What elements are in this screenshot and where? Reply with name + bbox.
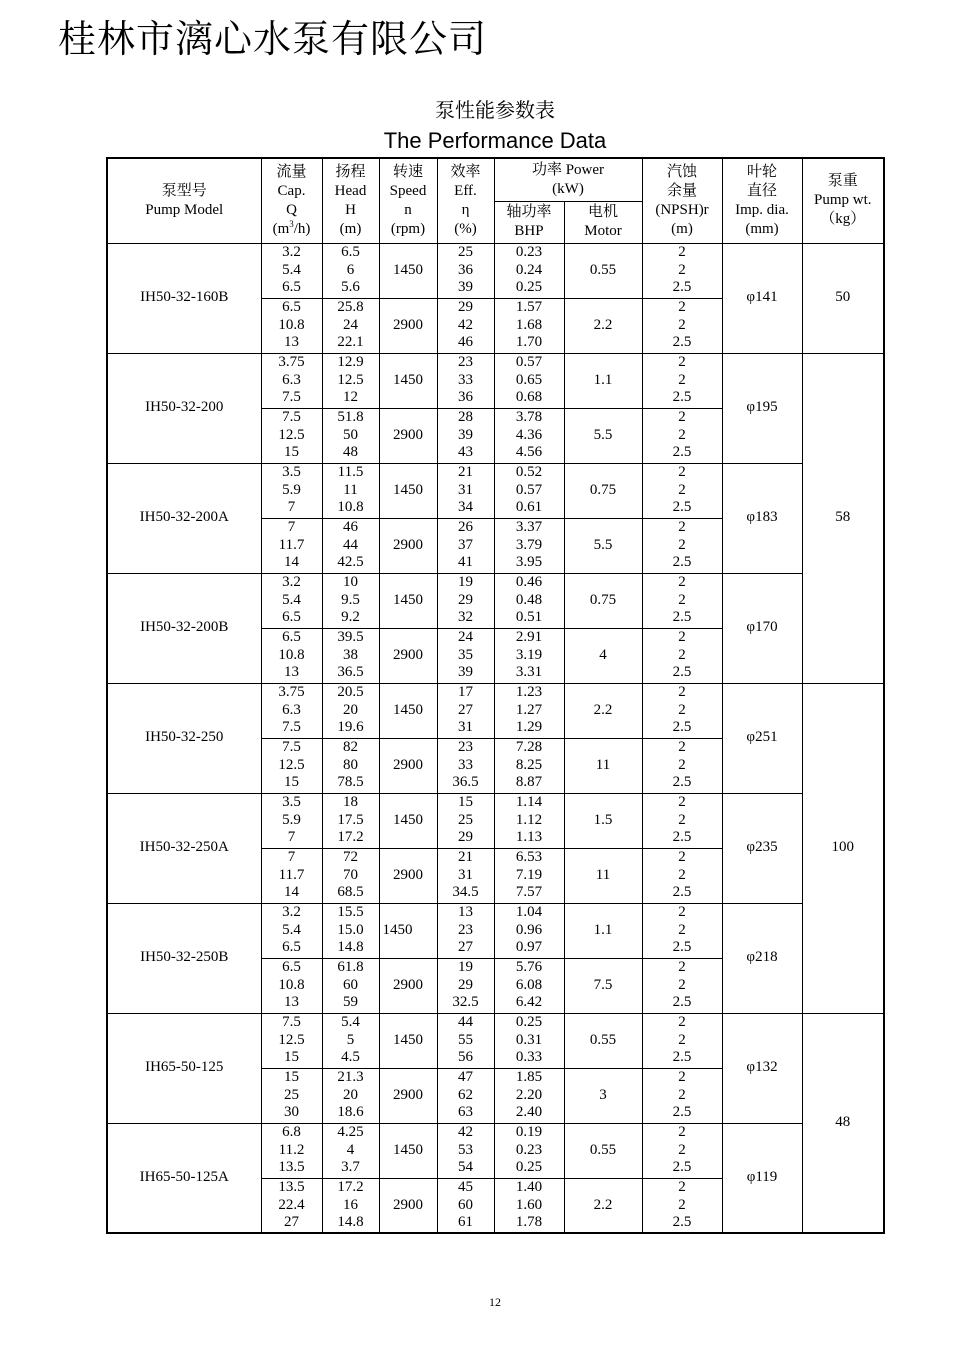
speed-cell: 1450	[379, 353, 437, 408]
impeller-diameter-cell: φ183	[722, 463, 802, 573]
motor-cell: 5.5	[564, 518, 642, 573]
npsh-cell: 2 2 2.5	[642, 353, 722, 408]
bhp-cell: 2.91 3.19 3.31	[494, 628, 564, 683]
bhp-cell: 0.19 0.23 0.25	[494, 1123, 564, 1178]
speed-cell: 2900	[379, 1068, 437, 1123]
bhp-cell: 5.76 6.08 6.42	[494, 958, 564, 1013]
table-row	[107, 903, 884, 958]
pump-weight-cell: 50	[802, 243, 884, 353]
table-row	[107, 573, 884, 628]
capacity-cell: 3.2 5.4 6.5	[261, 573, 322, 628]
impeller-diameter-cell: φ251	[722, 683, 802, 793]
head-cell: 82 80 78.5	[322, 738, 379, 793]
efficiency-cell: 44 55 56	[437, 1013, 494, 1068]
motor-cell: 0.55	[564, 1013, 642, 1068]
speed-cell: 2900	[379, 628, 437, 683]
head-cell: 4.25 4 3.7	[322, 1123, 379, 1178]
motor-cell: 3	[564, 1068, 642, 1123]
capacity-cell: 7 11.7 14	[261, 848, 322, 903]
performance-table	[106, 157, 885, 1234]
npsh-cell: 2 2 2.5	[642, 1178, 722, 1233]
efficiency-cell: 23 33 36.5	[437, 738, 494, 793]
table-row	[107, 353, 884, 408]
pump-weight-cell: 100	[802, 683, 884, 1013]
head-cell: 6.5 6 5.6	[322, 243, 379, 298]
pump-weight-cell: 48	[802, 1013, 884, 1233]
capacity-cell: 6.5 10.8 13	[261, 958, 322, 1013]
impeller-diameter-cell: φ141	[722, 243, 802, 353]
capacity-cell: 3.5 5.9 7	[261, 463, 322, 518]
capacity-cell: 3.75 6.3 7.5	[261, 683, 322, 738]
npsh-cell: 2 2 2.5	[642, 958, 722, 1013]
speed-cell: 1450	[379, 683, 437, 738]
motor-cell: 1.1	[564, 903, 642, 958]
efficiency-cell: 28 39 43	[437, 408, 494, 463]
capacity-cell: 13.5 22.4 27	[261, 1178, 322, 1233]
speed-cell: 1450	[379, 1013, 437, 1068]
capacity-cell: 3.2 5.4 6.5	[261, 243, 322, 298]
table-row	[107, 1013, 884, 1068]
impeller-diameter-cell: φ235	[722, 793, 802, 903]
npsh-cell: 2 2 2.5	[642, 463, 722, 518]
motor-cell: 11	[564, 738, 642, 793]
bhp-cell: 3.37 3.79 3.95	[494, 518, 564, 573]
pump-model-cell: IH50-32-200	[107, 353, 261, 463]
header-motor: 电机 Motor	[564, 201, 642, 243]
header-capacity: 流量 Cap. Q $(m^3/h)$	[261, 158, 322, 243]
pump-model-cell: IH50-32-250	[107, 683, 261, 793]
table-row	[107, 463, 884, 518]
capacity-cell: 6.5 10.8 13	[261, 628, 322, 683]
bhp-cell: 7.28 8.25 8.87	[494, 738, 564, 793]
bhp-cell: 1.57 1.68 1.70	[494, 298, 564, 353]
bhp-cell: 0.25 0.31 0.33	[494, 1013, 564, 1068]
capacity-cell: 6.5 10.8 13	[261, 298, 322, 353]
speed-cell: 2900	[379, 298, 437, 353]
npsh-cell: 2 2 2.5	[642, 1013, 722, 1068]
motor-cell: 11	[564, 848, 642, 903]
motor-cell: 2.2	[564, 298, 642, 353]
impeller-diameter-cell: φ132	[722, 1013, 802, 1123]
table-row	[107, 683, 884, 738]
speed-cell: 1450	[379, 463, 437, 518]
capacity-cell: 3.2 5.4 6.5	[261, 903, 322, 958]
motor-cell: 0.75	[564, 573, 642, 628]
efficiency-cell: 45 60 61	[437, 1178, 494, 1233]
head-cell: 5.4 5 4.5	[322, 1013, 379, 1068]
bhp-cell: 0.52 0.57 0.61	[494, 463, 564, 518]
header-efficiency: 效率 Eff. η (%)	[437, 158, 494, 243]
npsh-cell: 2 2 2.5	[642, 1123, 722, 1178]
motor-cell: 7.5	[564, 958, 642, 1013]
head-cell: 17.2 16 14.8	[322, 1178, 379, 1233]
npsh-cell: 2 2 2.5	[642, 738, 722, 793]
motor-cell: 1.1	[564, 353, 642, 408]
header-impeller-diameter: 叶轮 直径 Imp. dia. (mm)	[722, 158, 802, 243]
bhp-cell: 3.78 4.36 4.56	[494, 408, 564, 463]
speed-cell: 2900	[379, 518, 437, 573]
efficiency-cell: 19 29 32	[437, 573, 494, 628]
pump-model-cell: IH50-32-250B	[107, 903, 261, 1013]
efficiency-cell: 42 53 54	[437, 1123, 494, 1178]
npsh-cell: 2 2 2.5	[642, 408, 722, 463]
bhp-cell: 0.46 0.48 0.51	[494, 573, 564, 628]
speed-cell: 1450	[379, 793, 437, 848]
table-row	[107, 1123, 884, 1178]
npsh-cell: 2 2 2.5	[642, 903, 722, 958]
pump-model-cell: IH50-32-160B	[107, 243, 261, 353]
efficiency-cell: 21 31 34	[437, 463, 494, 518]
npsh-cell: 2 2 2.5	[642, 628, 722, 683]
efficiency-cell: 25 36 39	[437, 243, 494, 298]
capacity-cell: 6.8 11.2 13.5	[261, 1123, 322, 1178]
motor-cell: 2.2	[564, 1178, 642, 1233]
impeller-diameter-cell: φ119	[722, 1123, 802, 1233]
performance-table-body	[107, 243, 884, 1233]
head-cell: 72 70 68.5	[322, 848, 379, 903]
head-cell: 10 9.5 9.2	[322, 573, 379, 628]
efficiency-cell: 23 33 36	[437, 353, 494, 408]
efficiency-cell: 21 31 34.5	[437, 848, 494, 903]
header-npsh: 汽蚀 余量 (NPSH)r (m)	[642, 158, 722, 243]
speed-cell: 2900	[379, 1178, 437, 1233]
head-cell: 12.9 12.5 12	[322, 353, 379, 408]
motor-cell: 1.5	[564, 793, 642, 848]
capacity-cell: 7.5 12.5 15	[261, 408, 322, 463]
head-cell: 18 17.5 17.2	[322, 793, 379, 848]
pump-model-cell: IH65-50-125A	[107, 1123, 261, 1233]
table-row	[107, 793, 884, 848]
bhp-cell: 0.23 0.24 0.25	[494, 243, 564, 298]
motor-cell: 0.55	[564, 1123, 642, 1178]
bhp-cell: 1.40 1.60 1.78	[494, 1178, 564, 1233]
header-speed: 转速 Speed n (rpm)	[379, 158, 437, 243]
speed-cell: 2900	[379, 848, 437, 903]
impeller-diameter-cell: φ195	[722, 353, 802, 463]
capacity-cell: 7.5 12.5 15	[261, 1013, 322, 1068]
head-cell: 25.8 24 22.1	[322, 298, 379, 353]
npsh-cell: 2 2 2.5	[642, 683, 722, 738]
speed-cell: 2900	[379, 408, 437, 463]
efficiency-cell: 17 27 31	[437, 683, 494, 738]
speed-cell: 2900	[379, 958, 437, 1013]
efficiency-cell: 29 42 46	[437, 298, 494, 353]
speed-cell: 1450	[379, 903, 437, 958]
efficiency-cell: 19 29 32.5	[437, 958, 494, 1013]
table-title-english: The Performance Data	[383, 128, 607, 153]
capacity-cell: 3.5 5.9 7	[261, 793, 322, 848]
bhp-cell: 1.23 1.27 1.29	[494, 683, 564, 738]
head-cell: 20.5 20 19.6	[322, 683, 379, 738]
pump-model-cell: IH50-32-250A	[107, 793, 261, 903]
capacity-cell: 7 11.7 14	[261, 518, 322, 573]
table-row	[107, 243, 884, 298]
motor-cell: 2.2	[564, 683, 642, 738]
speed-cell: 2900	[379, 738, 437, 793]
bhp-cell: 0.57 0.65 0.68	[494, 353, 564, 408]
speed-cell: 1450	[379, 1123, 437, 1178]
efficiency-cell: 13 23 27	[437, 903, 494, 958]
header-power: 功率 Power (kW)	[494, 158, 642, 201]
capacity-cell: 15 25 30	[261, 1068, 322, 1123]
efficiency-cell: 26 37 41	[437, 518, 494, 573]
npsh-cell: 2 2 2.5	[642, 793, 722, 848]
table-title-chinese: 泵性能参数表	[435, 98, 555, 122]
npsh-cell: 2 2 2.5	[642, 573, 722, 628]
bhp-cell: 1.85 2.20 2.40	[494, 1068, 564, 1123]
pump-weight-cell: 58	[802, 353, 884, 683]
head-cell: 21.3 20 18.6	[322, 1068, 379, 1123]
bhp-cell: 6.53 7.19 7.57	[494, 848, 564, 903]
efficiency-cell: 47 62 63	[437, 1068, 494, 1123]
motor-cell: 0.55	[564, 243, 642, 298]
efficiency-cell: 24 35 39	[437, 628, 494, 683]
capacity-cell: 3.75 6.3 7.5	[261, 353, 322, 408]
motor-cell: 4	[564, 628, 642, 683]
npsh-cell: 2 2 2.5	[642, 243, 722, 298]
efficiency-cell: 15 25 29	[437, 793, 494, 848]
bhp-cell: 1.04 0.96 0.97	[494, 903, 564, 958]
impeller-diameter-cell: φ218	[722, 903, 802, 1013]
header-pump-model: 泵型号 Pump Model	[107, 158, 261, 243]
npsh-cell: 2 2 2.5	[642, 298, 722, 353]
speed-cell: 1450	[379, 243, 437, 298]
npsh-cell: 2 2 2.5	[642, 518, 722, 573]
pump-model-cell: IH65-50-125	[107, 1013, 261, 1123]
bhp-cell: 1.14 1.12 1.13	[494, 793, 564, 848]
pump-model-cell: IH50-32-200B	[107, 573, 261, 683]
impeller-diameter-cell: φ170	[722, 573, 802, 683]
page-number: 12	[489, 1295, 501, 1309]
header-pump-weight: 泵重 Pump wt. （kg）	[802, 158, 884, 243]
head-cell: 15.5 15.0 14.8	[322, 903, 379, 958]
head-cell: 61.8 60 59	[322, 958, 379, 1013]
motor-cell: 0.75	[564, 463, 642, 518]
head-cell: 46 44 42.5	[322, 518, 379, 573]
header-bhp: 轴功率 BHP	[494, 201, 564, 243]
npsh-cell: 2 2 2.5	[642, 848, 722, 903]
motor-cell: 5.5	[564, 408, 642, 463]
head-cell: 51.8 50 48	[322, 408, 379, 463]
speed-cell: 1450	[379, 573, 437, 628]
header-head: 扬程 Head H (m)	[322, 158, 379, 243]
head-cell: 11.5 11 10.8	[322, 463, 379, 518]
pump-model-cell: IH50-32-200A	[107, 463, 261, 573]
capacity-cell: 7.5 12.5 15	[261, 738, 322, 793]
company-name: 桂林市漓心水泵有限公司	[58, 17, 488, 61]
head-cell: 39.5 38 36.5	[322, 628, 379, 683]
npsh-cell: 2 2 2.5	[642, 1068, 722, 1123]
